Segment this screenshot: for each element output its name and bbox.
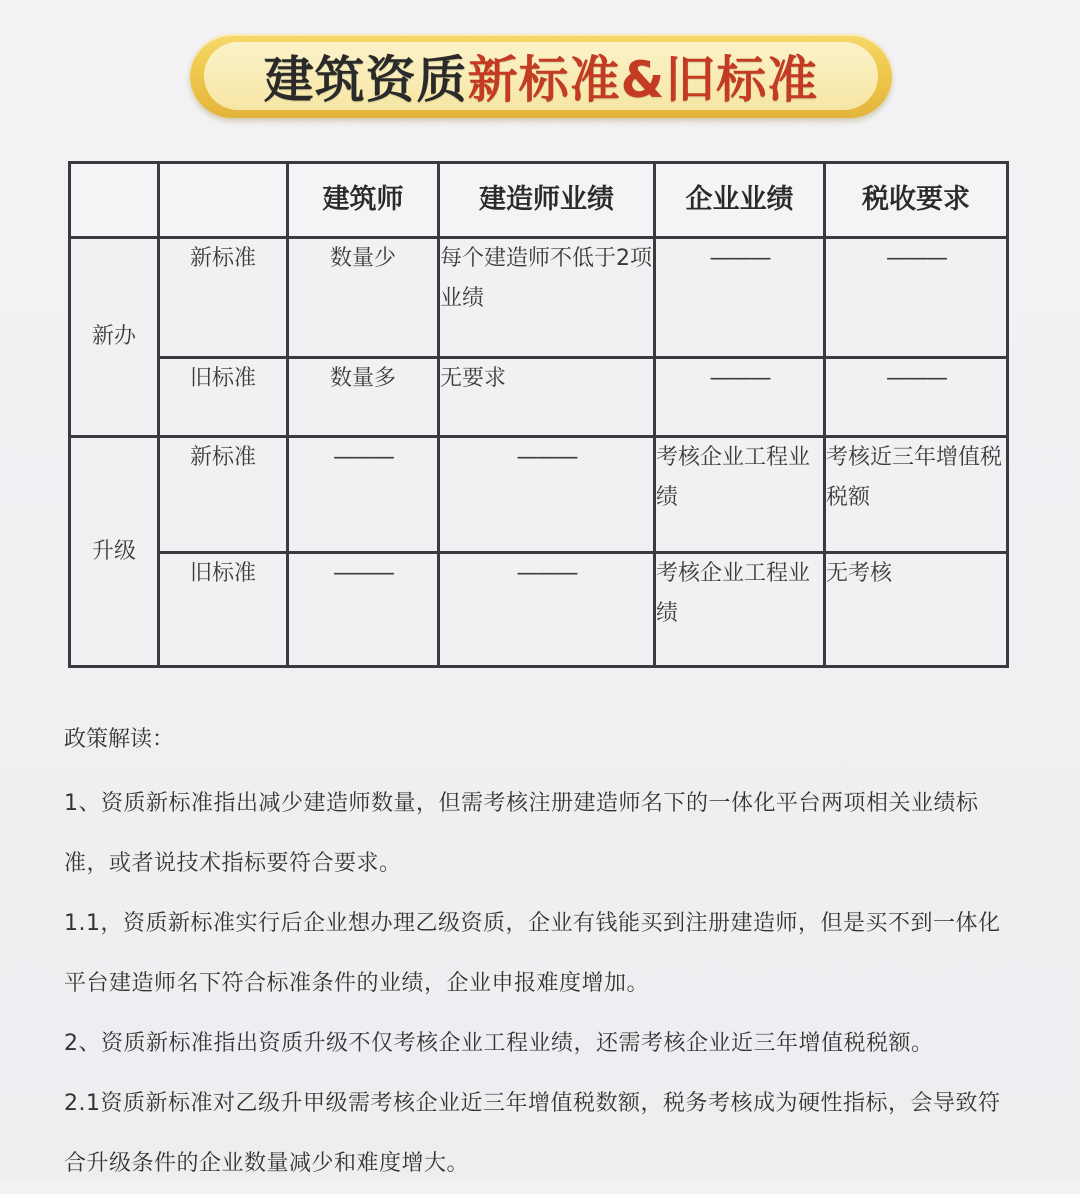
standard-cell: 新标准	[159, 437, 288, 553]
policy-paragraph-1-1: 1.1，资质新标准实行后企业想办理乙级资质，企业有钱能买到注册建造师，但是买不到一体化平台建造师名下符合标准条件的业绩，企业申报难度增加。	[64, 911, 1001, 996]
group-label-upgrade: 升级	[70, 437, 159, 667]
header-cell-empty-1	[70, 163, 159, 238]
title-banner	[190, 34, 892, 118]
architect-cell: 数量少	[288, 238, 439, 358]
builder-performance-cell: 无要求	[439, 358, 655, 437]
policy-explanation	[64, 718, 1014, 1194]
table-row	[70, 358, 1008, 437]
company-performance-cell: ———	[655, 238, 825, 358]
company-performance-cell: 考核企业工程业绩	[655, 553, 825, 667]
company-performance-cell: ———	[655, 358, 825, 437]
comparison-table-wrapper	[68, 161, 1006, 665]
header-cell-tax-requirement: 税收要求	[825, 163, 1008, 238]
standard-cell: 新标准	[159, 238, 288, 358]
builder-performance-cell: ———	[439, 437, 655, 553]
header-cell-empty-2	[159, 163, 288, 238]
header-cell-company-performance: 企业业绩	[655, 163, 825, 238]
header-cell-architect: 建筑师	[288, 163, 439, 238]
standard-cell: 旧标准	[159, 358, 288, 437]
header-cell-builder-performance: 建造师业绩	[439, 163, 655, 238]
builder-performance-cell: 每个建造师不低于2项业绩	[439, 238, 655, 358]
tax-cell: 考核近三年增值税税额	[825, 437, 1008, 553]
tax-cell: 无考核	[825, 553, 1008, 667]
table-row	[70, 238, 1008, 358]
tax-cell: ———	[825, 358, 1008, 437]
policy-paragraph-2: 2、资质新标准指出资质升级不仅考核企业工程业绩，还需考核企业近三年增值税税额。	[64, 1031, 934, 1056]
company-performance-cell: 考核企业工程业绩	[655, 437, 825, 553]
builder-performance-cell: ———	[439, 553, 655, 667]
group-label-new-application: 新办	[70, 238, 159, 437]
architect-cell: 数量多	[288, 358, 439, 437]
table-row	[70, 437, 1008, 553]
architect-cell: ———	[288, 437, 439, 553]
tax-cell: ———	[825, 238, 1008, 358]
comparison-table	[68, 161, 1009, 668]
policy-paragraph-2-1: 2.1资质新标准对乙级升甲级需考核企业近三年增值税数额，税务考核成为硬性指标，会导致符合升级条件的企业数量减少和难度增大。	[64, 1091, 1001, 1176]
page-title	[264, 40, 819, 112]
policy-heading: 政策解读：	[64, 727, 175, 752]
policy-paragraph-1: 1、资质新标准指出减少建造师数量，但需考核注册建造师名下的一体化平台两项相关业绩标准，或者说技术指标要符合要求。	[64, 791, 979, 876]
page-title-dark: 建筑资质	[263, 51, 468, 109]
table-row	[70, 553, 1008, 667]
standard-cell: 旧标准	[159, 553, 288, 667]
page-title-red: 新标准&旧标准	[467, 51, 819, 109]
table-header-row	[70, 163, 1008, 238]
architect-cell: ———	[288, 553, 439, 667]
